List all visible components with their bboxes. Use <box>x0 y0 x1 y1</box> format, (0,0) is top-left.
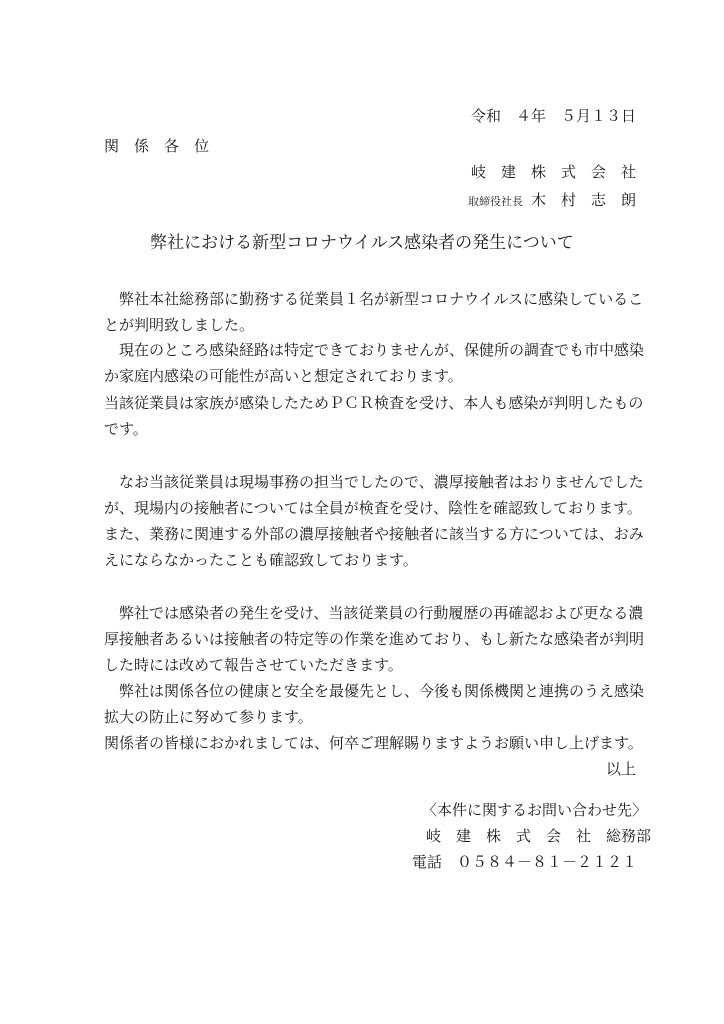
body-line: 当該従業員は家族が感染したためＰＣＲ検査を受け、本人も感染が判明したもの <box>104 394 644 412</box>
contact-phone: 電話 ０５８４－８１－２１２１ <box>412 853 638 871</box>
body-line: 現在のところ感染経路は特定できておりませんが、保健所の調査でも市中感染 <box>104 341 645 359</box>
body-line: か家庭内感染の可能性が高いと想定されております。 <box>104 367 463 385</box>
document-title: 弊社における新型コロナウイルス感染者の発生について <box>150 233 574 253</box>
signer <box>468 190 636 212</box>
contact-heading: 〈本件に関するお問い合わせ先〉 <box>422 801 648 819</box>
closing-mark: 以上 <box>605 760 636 778</box>
contact-department: 岐 建 株 式 会 社 総務部 <box>426 827 652 845</box>
addressee: 関 係 各 位 <box>104 137 210 155</box>
body-line: です。 <box>104 420 148 438</box>
company-name: 岐 建 株 式 会 社 <box>470 163 636 181</box>
document-date: 令和 ４年 ５月１３日 <box>470 107 636 125</box>
body-line: えにならなかったことも確認致しております。 <box>104 551 418 569</box>
body-line: した時には改めて報告させていただきます。 <box>104 656 403 674</box>
body-line: 拡大の防止に努めて参ります。 <box>104 708 313 726</box>
signer-name: 木 村 志 朗 <box>530 191 636 209</box>
body-line: 弊社は関係各位の健康と安全を最優先とし、今後も関係機関と連携のうえ感染 <box>104 682 645 700</box>
body-line: とが判明致しました。 <box>104 316 255 334</box>
signer-title: 取締役社長 <box>467 195 523 208</box>
body-line: が、現場内の接触者については全員が検査を受け、陰性を確認致しております。 <box>104 499 642 517</box>
body-line: 弊社本社総務部に勤務する従業員１名が新型コロナウイルスに感染しているこ <box>104 290 644 308</box>
body-line: 弊社では感染者の発生を受け、当該従業員の行動履歴の再確認および更なる濃 <box>104 604 644 622</box>
body-line: 関係者の皆様におかれましては、何卒ご理解賜りますようお願い申し上げます。 <box>104 734 643 752</box>
body-line: なお当該従業員は現場事務の担当でしたので、濃厚接触者はおりませんでした <box>104 473 644 491</box>
body-line: 厚接触者あるいは接触者の特定等の作業を進めており、もし新たな感染者が判明 <box>104 630 645 648</box>
body-line: また、業務に関連する外部の濃厚接触者や接触者に該当する方については、おみ <box>104 525 644 543</box>
